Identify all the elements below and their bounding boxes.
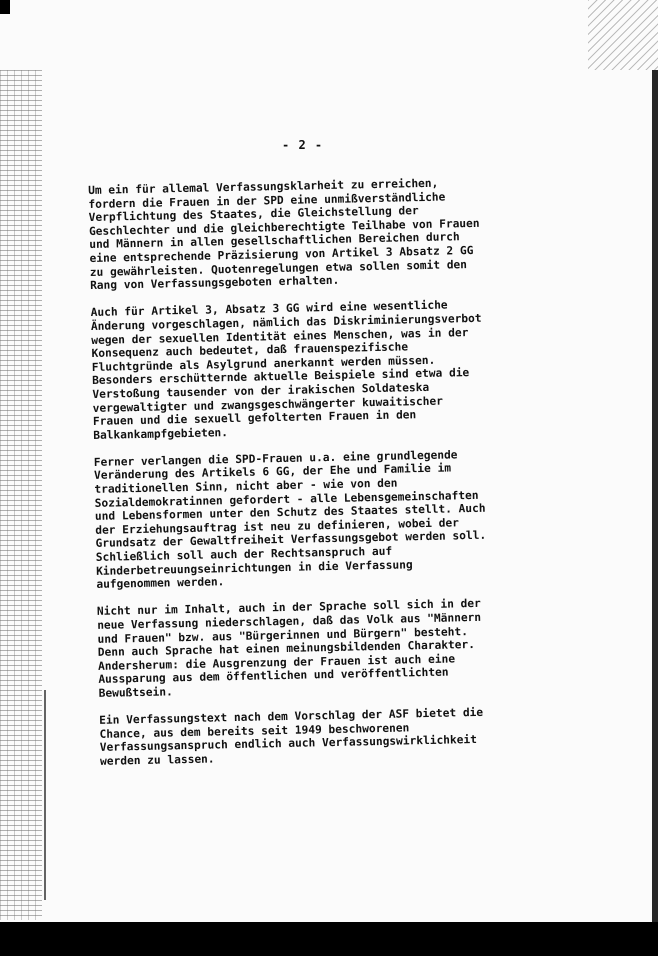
corner-mark [0, 0, 10, 14]
paragraph: Auch für Artikel 3, Absatz 3 GG wird eine wesentliche Änderung vorgeschlagen, nämlich das Diskriminierungsverbot wegen der sexuellen Identität eines Menschen, was in der Konsequenz auch bedeutet, daß frauenspezifische Fluchtgründe als Asylgrund anerkannt werden müssen. Besonders erschütternde aktuelle Beispiele sind etwa die Verstoßung tausender von der irakischen Soldateska vergewaltigter und zwangsgeschwängerter kuwaitischer Frauen und die sexuell gefolterten Frauen in den Balkankampfgebieten. [90, 298, 482, 442]
corner-noise [588, 0, 658, 70]
paragraph: Ferner verlangen die SPD-Frauen u.a. eine grundlegende Veränderung des Artikels 6 GG, der Ehe und Familie im traditionellen Sinn, nicht aber - wie von den Sozialdemokratinnen gefordert - alle Lebensgemeinschaften und Lebensformen unter den Schutz des Staates stellt. Auch der Erziehungsauftrag ist neu zu definieren, wobei der Grundsatz der Gewaltfreiheit Verfassungsgebot werden soll. Schließlich soll auch der Rechtsanspruch auf Kinderbetreuungseinrichtungen in die Verfassung aufgenommen werden. [93, 448, 487, 592]
paragraph: Ein Verfassungstext nach dem Vorschlag der ASF bietet die Chance, aus dem bereits seit 1949 beschworenen Verfassungsanspruch endlich auch Verfassungswirklichkeit werden zu lassen. [99, 705, 484, 768]
binding-edge-line [44, 690, 46, 900]
right-edge-shadow [652, 70, 658, 922]
body-text [88, 175, 532, 782]
paragraph: Nicht nur im Inhalt, auch in der Sprache soll sich in der neue Verfassung niederschlagen, daß das Volk aus "Männern und Frauen" bzw. aus "Bürgerinnen und Bürgern" besteht. Denn auch Sprache hat einen meinungsbildenden Charakter. Andersherum: die Ausgrenzung der Frauen ist auch eine Aussparung aus dem öffentlichen und veröffentlichten Bewußtsein. [96, 597, 482, 700]
page-number: - 2 - [282, 138, 324, 152]
scan-bottom-border [0, 922, 658, 956]
paragraph: Um ein für allemal Verfassungsklarheit zu erreichen, fordern die Frauen in der SPD eine unmißverständliche Verpflichtung des Staates, die Gleichstellung der Geschlechter und die gleichberechtigte Teilhabe von Frauen und Männern in allen gesellschaftlichen Bereichen durch eine entsprechende Präzisierung von Artikel 3 Absatz 2 GG zu gewährleisten. Quotenregelungen etwa sollen somit den Rang von Verfassungsgeboten erhalten. [88, 176, 480, 293]
binding-edge-noise [0, 70, 42, 920]
